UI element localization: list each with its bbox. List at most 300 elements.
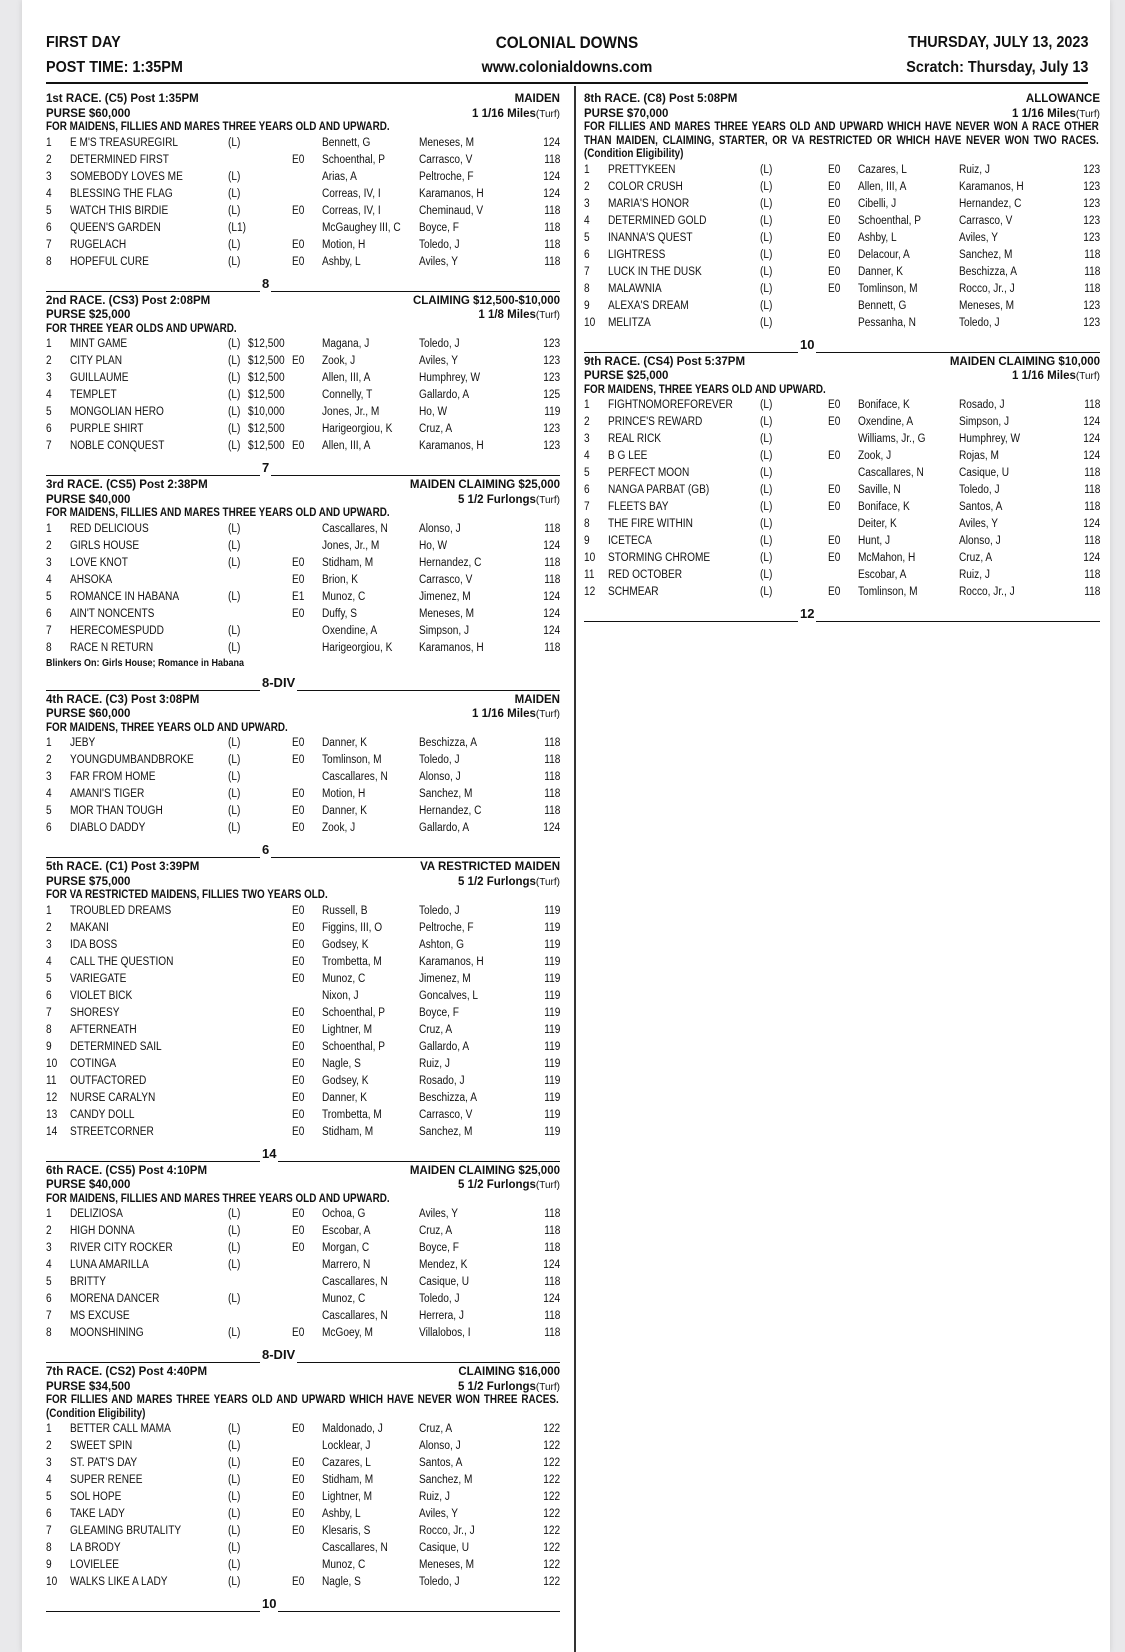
race-footer-rule — [584, 332, 1100, 353]
trainer-name: Correas, IV, I — [322, 204, 381, 217]
track-url[interactable]: www.colonialdowns.com — [481, 59, 653, 76]
medication: (L) — [228, 590, 241, 603]
entry-row[interactable] — [46, 1022, 560, 1039]
weight: 123 — [543, 440, 560, 452]
entry-row[interactable] — [46, 254, 560, 271]
program-number: 2 — [46, 539, 52, 552]
medication: (L) — [760, 231, 773, 244]
entry-row[interactable] — [584, 281, 1100, 298]
trainer-name: Tomlinson, M — [858, 586, 918, 598]
weight: 118 — [543, 737, 560, 749]
claim-price: $12,500 — [248, 355, 285, 367]
equipment-code: E0 — [828, 535, 841, 547]
entry-row[interactable] — [46, 237, 560, 254]
entry-row[interactable] — [46, 1523, 560, 1540]
horse-name: MONGOLIAN HERO — [70, 406, 164, 418]
horse-name: E M'S TREASUREGIRL — [70, 136, 179, 149]
medication: (L) — [228, 238, 241, 251]
header-center — [98, 30, 1036, 80]
horse-name: NURSE CARALYN — [70, 1091, 156, 1104]
race-footer-rule — [46, 837, 560, 858]
program-number: 8 — [46, 1542, 52, 1554]
jockey-name: Toledo, J — [419, 1576, 460, 1588]
entry-row[interactable] — [46, 135, 560, 152]
weight: 124 — [543, 187, 560, 200]
entry-row[interactable] — [46, 820, 560, 837]
trainer-name: Russell, B — [322, 904, 368, 917]
weight: 124 — [543, 607, 560, 620]
horse-name: DELIZIOSA — [70, 1208, 123, 1220]
race-distance-group — [458, 493, 560, 509]
equipment-code: E0 — [828, 484, 841, 496]
equipment-code: E0 — [828, 586, 841, 598]
horse-name: MELITZA — [608, 316, 651, 329]
entry-row[interactable] — [46, 954, 560, 971]
weight: 123 — [1083, 231, 1100, 244]
entry-row[interactable] — [46, 1574, 560, 1591]
horse-name: RACE N RETURN — [70, 641, 154, 654]
equipment-code: E0 — [292, 255, 305, 268]
medication: (L) — [228, 423, 241, 435]
horse-name: LOVE KNOT — [70, 556, 128, 569]
medication: (L) — [760, 197, 773, 210]
program-number: 1 — [46, 522, 52, 535]
race-title: 7th RACE. (CS2) Post 4:40PM — [46, 1366, 208, 1378]
jockey-name: Rosado, J — [959, 399, 1005, 411]
jockey-name: Meneses, M — [419, 1559, 475, 1571]
entry-row[interactable] — [46, 1073, 560, 1090]
horse-name: LIGHTRESS — [608, 248, 666, 261]
trainer-name: Williams, Jr., G — [858, 433, 926, 445]
entry-row[interactable] — [46, 1206, 560, 1223]
entry-row[interactable] — [46, 589, 560, 606]
program-number: 2 — [46, 921, 52, 934]
race-purse-row — [46, 875, 560, 890]
claim-price: $12,500 — [248, 423, 285, 435]
entry-row[interactable] — [584, 315, 1100, 332]
trainer-name: Escobar, A — [858, 569, 907, 581]
trainer-name: Harigeorgiou, K — [322, 423, 393, 435]
weight: 118 — [543, 788, 560, 800]
horse-name: SOL HOPE — [70, 1491, 122, 1503]
program-number: 11 — [46, 1074, 57, 1087]
horse-name: SUPER RENEE — [70, 1474, 143, 1486]
race-footer-rule — [46, 271, 560, 292]
weight: 118 — [543, 771, 560, 783]
race-purse: PURSE $70,000 — [584, 107, 669, 120]
entry-row[interactable] — [46, 803, 560, 820]
jockey-name: Karamanos, H — [959, 180, 1024, 193]
trainer-name: Locklear, J — [322, 1440, 371, 1452]
trainer-name: Cibelli, J — [858, 197, 897, 210]
field-count: 14 — [262, 1145, 277, 1161]
weight: 122 — [543, 1559, 560, 1571]
entry-row[interactable] — [584, 482, 1100, 499]
horse-name: LUNA AMARILLA — [70, 1259, 149, 1271]
medication: (L) — [228, 1542, 241, 1554]
jockey-name: Simpson, J — [959, 416, 1010, 428]
race-purse: PURSE $60,000 — [46, 107, 131, 120]
horse-name: NANGA PARBAT (GB) — [608, 484, 710, 496]
trainer-name: Schoenthal, P — [322, 1006, 386, 1019]
entry-row[interactable] — [584, 584, 1100, 601]
entry-row[interactable] — [46, 1455, 560, 1472]
horse-name: DETERMINED FIRST — [70, 153, 169, 166]
equipment-code: E0 — [292, 1225, 305, 1237]
equipment-code: E0 — [828, 282, 841, 295]
jockey-name: Alonso, J — [419, 771, 461, 783]
equipment-code: E0 — [292, 1576, 305, 1588]
entry-row[interactable] — [584, 196, 1100, 213]
entry-row[interactable] — [46, 752, 560, 769]
jockey-name: Rocco, Jr., J — [959, 586, 1015, 598]
medication: (L) — [760, 552, 773, 564]
jockey-name: Alonso, J — [959, 535, 1001, 547]
entry-row[interactable] — [46, 521, 560, 538]
header-right — [906, 30, 1088, 80]
horse-name: TAKE LADY — [70, 1508, 125, 1520]
weight: 118 — [543, 238, 560, 251]
jockey-name: Alonso, J — [419, 1440, 461, 1452]
entry-row[interactable] — [584, 397, 1100, 414]
medication: (L) — [228, 1423, 241, 1435]
trainer-name: Godsey, K — [322, 1074, 369, 1087]
equipment-code: E0 — [828, 214, 841, 227]
horse-name: DIABLO DADDY — [70, 822, 146, 834]
entry-row[interactable] — [584, 431, 1100, 448]
jockey-name: Gallardo, A — [419, 822, 470, 834]
weight: 118 — [1083, 501, 1100, 513]
program-number: 3 — [46, 556, 52, 569]
weight: 118 — [1083, 535, 1100, 547]
entry-row[interactable] — [584, 264, 1100, 281]
entry-row[interactable] — [46, 786, 560, 803]
horse-name: SWEET SPIN — [70, 1440, 133, 1452]
race-conditions: FOR VA RESTRICTED MAIDENS, FILLIES TWO YEARS OLD. — [46, 889, 328, 901]
entry-row[interactable] — [46, 186, 560, 203]
entry-row[interactable] — [584, 298, 1100, 315]
medication: (L) — [228, 805, 241, 817]
jockey-name: Aviles, Y — [959, 518, 999, 530]
trainer-name: Motion, H — [322, 238, 366, 251]
entry-row[interactable] — [584, 533, 1100, 550]
entry-row[interactable] — [584, 550, 1100, 567]
entry-row[interactable] — [46, 623, 560, 640]
field-count: 8-DIV — [262, 674, 296, 690]
entry-row[interactable] — [46, 1438, 560, 1455]
blinkers-note: Blinkers On: Girls House; Romance in Habana — [46, 657, 245, 669]
program-number: 4 — [46, 573, 52, 586]
equipment-code: E0 — [292, 1508, 305, 1520]
medication: (L) — [760, 399, 773, 411]
entry-row[interactable] — [46, 169, 560, 186]
entry-row[interactable] — [584, 213, 1100, 230]
weight: 119 — [543, 1091, 560, 1104]
trainer-name: McGoey, M — [322, 1327, 373, 1339]
race-title-row — [46, 294, 560, 309]
horse-name: QUEEN'S GARDEN — [70, 221, 161, 234]
medication: (L) — [228, 389, 241, 401]
race-title: 5th RACE. (C1) Post 3:39PM — [46, 861, 200, 873]
entry-row[interactable] — [46, 1291, 560, 1308]
entry-row[interactable] — [46, 920, 560, 937]
jockey-name: Cruz, A — [419, 1225, 453, 1237]
entry-row[interactable] — [46, 971, 560, 988]
entry-row[interactable] — [46, 1472, 560, 1489]
program-number: 4 — [46, 187, 52, 200]
entry-row[interactable] — [46, 1274, 560, 1291]
trainer-name: Schoenthal, P — [322, 153, 386, 166]
entry-row[interactable] — [46, 353, 560, 370]
entry-row[interactable] — [46, 336, 560, 353]
medication: (L) — [228, 1457, 241, 1469]
jockey-name: Humphrey, W — [419, 372, 481, 384]
program-number: 7 — [46, 1310, 52, 1322]
race-distance-group — [1012, 107, 1100, 123]
jockey-name: Boyce, F — [419, 221, 459, 234]
race-purse-row — [584, 369, 1100, 384]
race-title: 2nd RACE. (CS3) Post 2:08PM — [46, 294, 211, 307]
weight: 118 — [543, 805, 560, 817]
weight: 118 — [543, 754, 560, 766]
entry-row[interactable] — [46, 1325, 560, 1342]
medication: (L) — [760, 265, 773, 278]
program-number: 8 — [46, 255, 52, 268]
entry-row[interactable] — [46, 220, 560, 237]
program-number: 3 — [46, 1457, 52, 1469]
entry-row[interactable] — [46, 1005, 560, 1022]
entry-row[interactable] — [46, 421, 560, 438]
entry-row[interactable] — [46, 903, 560, 920]
entry-row[interactable] — [46, 1489, 560, 1506]
program-number: 1 — [46, 737, 52, 749]
program-number: 2 — [584, 416, 590, 428]
horse-name: TEMPLET — [70, 389, 117, 401]
trainer-name: Klesaris, S — [322, 1525, 371, 1537]
program-number: 6 — [46, 1293, 52, 1305]
entry-row[interactable] — [46, 1308, 560, 1325]
horse-name: SCHMEAR — [608, 586, 659, 598]
column-divider — [574, 86, 576, 1652]
entry-row[interactable] — [46, 1506, 560, 1523]
entry-row[interactable] — [46, 538, 560, 555]
entry-row[interactable] — [584, 567, 1100, 584]
weight: 123 — [1083, 180, 1100, 193]
trainer-name: Morgan, C — [322, 1242, 370, 1254]
weight: 118 — [543, 204, 560, 217]
jockey-name: Jimenez, M — [419, 972, 471, 985]
program-number: 6 — [584, 484, 590, 496]
race-conditions: FOR MAIDENS, THREE YEARS OLD AND UPWARD. — [46, 721, 288, 734]
weight: 119 — [543, 1074, 560, 1087]
entry-row[interactable] — [46, 988, 560, 1005]
entry-row[interactable] — [584, 499, 1100, 516]
jockey-name: Sanchez, M — [419, 1474, 473, 1486]
horse-name: GIRLS HOUSE — [70, 539, 140, 552]
program-number: 3 — [584, 433, 590, 445]
weight: 122 — [543, 1474, 560, 1486]
entry-row[interactable] — [46, 1421, 560, 1438]
race-title-row — [46, 1365, 560, 1380]
program-number: 7 — [46, 440, 52, 452]
entry-row[interactable] — [46, 572, 560, 589]
weight: 118 — [543, 573, 560, 586]
entry-row[interactable] — [584, 414, 1100, 431]
race-conditions: FOR MAIDENS, THREE YEARS OLD AND UPWARD. — [584, 383, 826, 396]
race-purse: PURSE $34,500 — [46, 1380, 131, 1393]
trainer-name: Danner, K — [322, 737, 368, 749]
jockey-name: Beschizza, A — [419, 1091, 477, 1104]
entry-row[interactable] — [46, 438, 560, 455]
entry-row[interactable] — [46, 937, 560, 954]
race-distance: 5 1/2 Furlongs — [457, 1380, 536, 1393]
race-title-row — [46, 92, 560, 107]
race-type: CLAIMING $16,000 — [458, 1366, 560, 1378]
jockey-name: Boyce, F — [419, 1006, 459, 1019]
race-block — [46, 478, 560, 691]
horse-name: THE FIRE WITHIN — [608, 518, 693, 530]
entry-row[interactable] — [46, 640, 560, 657]
horse-name: PRINCE'S REWARD — [608, 416, 703, 428]
weight: 118 — [543, 1276, 560, 1288]
jockey-name: Carrasco, V — [419, 153, 473, 166]
horse-name: MOR THAN TOUGH — [70, 805, 163, 817]
trainer-name: Munoz, C — [322, 972, 366, 985]
entry-row[interactable] — [46, 735, 560, 752]
weight: 118 — [543, 221, 560, 234]
entry-row[interactable] — [584, 179, 1100, 196]
equipment-code: E0 — [292, 556, 305, 569]
entry-row[interactable] — [46, 1257, 560, 1274]
entry-row[interactable] — [46, 370, 560, 387]
trainer-name: Munoz, C — [322, 590, 366, 603]
jockey-name: Casique, U — [959, 467, 1010, 479]
trainer-name: Zook, J — [858, 450, 892, 462]
jockey-name: Hernandez, C — [959, 197, 1022, 210]
equipment-code: E0 — [828, 450, 841, 462]
entry-row[interactable] — [46, 1090, 560, 1107]
field-count: 8-DIV — [262, 1347, 296, 1362]
jockey-name: Ho, W — [419, 406, 448, 418]
program-number: 8 — [584, 518, 590, 530]
entry-row[interactable] — [584, 465, 1100, 482]
equipment-code: E0 — [292, 1208, 305, 1220]
race-distance: 5 1/2 Furlongs — [457, 875, 536, 888]
race-distance: 1 1/16 Miles — [1011, 107, 1076, 120]
race-purse: PURSE $25,000 — [46, 309, 131, 321]
jockey-name: Karamanos, H — [419, 187, 484, 200]
weight: 122 — [543, 1508, 560, 1520]
weight: 118 — [543, 556, 560, 569]
trainer-name: Cascallares, N — [322, 522, 388, 535]
entry-row[interactable] — [46, 152, 560, 169]
weight: 122 — [543, 1525, 560, 1537]
entry-row[interactable] — [46, 203, 560, 220]
entry-row[interactable] — [46, 404, 560, 421]
entry-row[interactable] — [46, 1107, 560, 1124]
entry-row[interactable] — [46, 1557, 560, 1574]
jockey-name: Meneses, M — [959, 299, 1015, 312]
jockey-name: Cruz, A — [419, 423, 453, 435]
entry-row[interactable] — [584, 230, 1100, 247]
trainer-name: Figgins, III, O — [322, 921, 383, 934]
program-number: 4 — [46, 389, 52, 401]
entry-row[interactable] — [46, 1056, 560, 1073]
horse-name: DETERMINED GOLD — [608, 214, 707, 227]
entry-row[interactable] — [46, 1223, 560, 1240]
jockey-name: Jimenez, M — [419, 590, 471, 603]
race-surface: (Turf) — [535, 310, 560, 321]
program-number: 2 — [46, 754, 52, 766]
entry-row[interactable] — [584, 448, 1100, 465]
trainer-name: Schoenthal, P — [858, 214, 922, 227]
program-number: 2 — [46, 1225, 52, 1237]
entry-row[interactable] — [46, 1124, 560, 1141]
entry-row[interactable] — [584, 247, 1100, 264]
equipment-code: E0 — [292, 1242, 305, 1254]
horse-name: VIOLET BICK — [70, 989, 133, 1002]
medication: (L) — [760, 450, 773, 462]
entry-row[interactable] — [584, 516, 1100, 533]
jockey-name: Cruz, A — [419, 1423, 453, 1435]
race-surface: (Turf) — [535, 709, 560, 720]
horse-name: VARIEGATE — [70, 972, 127, 985]
left-column — [46, 92, 560, 1614]
medication: (L) — [760, 163, 773, 176]
horse-name: MS EXCUSE — [70, 1310, 130, 1322]
medication: (L) — [228, 1242, 241, 1254]
equipment-code: E0 — [292, 607, 305, 620]
entry-row[interactable] — [46, 606, 560, 623]
jockey-name: Hernandez, C — [419, 805, 482, 817]
horse-name: HERECOMESPUDD — [70, 624, 164, 637]
equipment-code: E0 — [292, 788, 305, 800]
entry-row[interactable] — [46, 387, 560, 404]
trainer-name: Cascallares, N — [322, 1542, 388, 1554]
horse-name: WATCH THIS BIRDIE — [70, 204, 169, 217]
race-block — [584, 92, 1100, 353]
program-number: 3 — [46, 1242, 52, 1254]
entry-row[interactable] — [46, 555, 560, 572]
race-block — [46, 92, 560, 292]
entry-row[interactable] — [46, 1039, 560, 1056]
equipment-code: E0 — [292, 754, 305, 766]
entry-row[interactable] — [46, 1240, 560, 1257]
trainer-name: Cazares, L — [858, 163, 907, 176]
weight: 124 — [543, 1293, 560, 1305]
horse-name: STREETCORNER — [70, 1125, 154, 1138]
field-count: 10 — [262, 1596, 277, 1611]
medication: (L) — [760, 518, 773, 530]
program-number: 6 — [46, 221, 52, 234]
trainer-name: Stidham, M — [322, 1474, 374, 1486]
entry-row[interactable] — [46, 1540, 560, 1557]
medication: (L) — [228, 1208, 241, 1220]
trainer-name: Harigeorgiou, K — [322, 641, 393, 654]
entry-row[interactable] — [584, 162, 1100, 179]
weight: 124 — [543, 624, 560, 637]
jockey-name: Beschizza, A — [959, 265, 1017, 278]
trainer-name: Jones, Jr., M — [322, 406, 380, 418]
horse-name: AMANI'S TIGER — [70, 788, 145, 800]
equipment-code: E0 — [292, 921, 305, 934]
horse-name: PRETTYKEEN — [608, 163, 676, 176]
horse-name: LA BRODY — [70, 1542, 121, 1554]
equipment-code: E0 — [292, 1074, 305, 1087]
entry-row[interactable] — [46, 769, 560, 786]
trainer-name: Jones, Jr., M — [322, 539, 380, 552]
right-column — [584, 92, 1100, 624]
